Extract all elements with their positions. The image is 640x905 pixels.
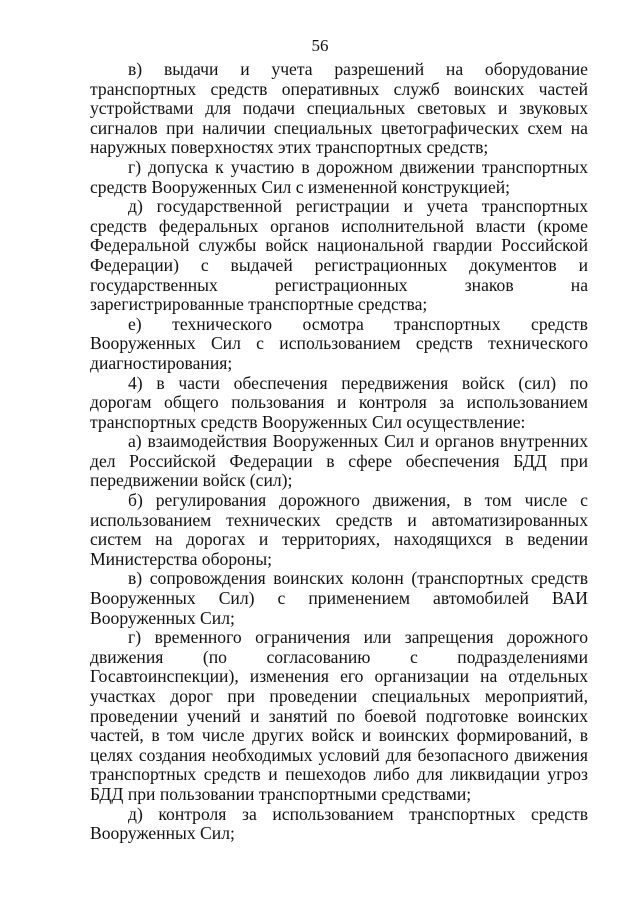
paragraph-d-control: д) контроля за использованием транспортных средств Вооруженных Сил; xyxy=(90,803,588,844)
document-body xyxy=(90,60,588,844)
paragraph-b-traffic-regulation: б) регулирования дорожного движения, в том числе с использованием технических средств и автоматизированных систем на дорогах и территориях, находящихся в ведении Министерства обороны; xyxy=(90,490,588,569)
page-number: 56 xyxy=(311,36,329,55)
paragraph-g-restriction: г) временного ограничения или запрещения дорожного движения (по согласованию с подразделениями Госавтоинспекции), изменения его организации на отдельных участках дорог при проведении специальных мероприятий, проведении учений и занятий по боевой подготовке воинских частей, в том числе других войск и воинских формирований, в целях создания необходимых условий для безопасного движения транспортных средств и пешеходов либо для ликвидации угроз БДД при пользовании транспортными средствами; xyxy=(90,627,588,804)
paragraph-e-inspection: е) технического осмотра транспортных средств Вооруженных Сил с использованием средств технического диагностирования; xyxy=(90,313,588,373)
paragraph-4-movement: 4) в части обеспечения передвижения войск (сил) по дорогам общего пользования и контроля за использованием транспортных средств Вооруженных Сил осуществление: xyxy=(90,372,588,432)
paragraph-d-registration: д) государственной регистрации и учета транспортных средств федеральных органов исполнительной власти (кроме Федеральной службы войск национальной гвардии Российской Федерации) с выдачей регистрационных документов и государственных регистрационных знаков на зарегистрированные транспортные средства; xyxy=(90,196,588,315)
paragraph-v-permits: в) выдачи и учета разрешений на оборудование транспортных средств оперативных служб воинских частей устройствами для подачи специальных световых и звуковых сигналов при наличии специальных цветографических схем на наружных поверхностях этих транспортных средств; xyxy=(90,59,588,158)
paragraph-v-escort: в) сопровождения воинских колонн (транспортных средств Вооруженных Сил) с применением автомобилей ВАИ Вооруженных Сил; xyxy=(90,568,588,628)
paragraph-a-interaction: а) взаимодействия Вооруженных Сил и органов внутренних дел Российской Федерации в сфере обеспечения БДД при передвижении войск (сил); xyxy=(90,431,588,491)
paragraph-g-admission: г) допуска к участию в дорожном движении транспортных средств Вооруженных Сил с измененной конструкцией; xyxy=(90,156,588,197)
